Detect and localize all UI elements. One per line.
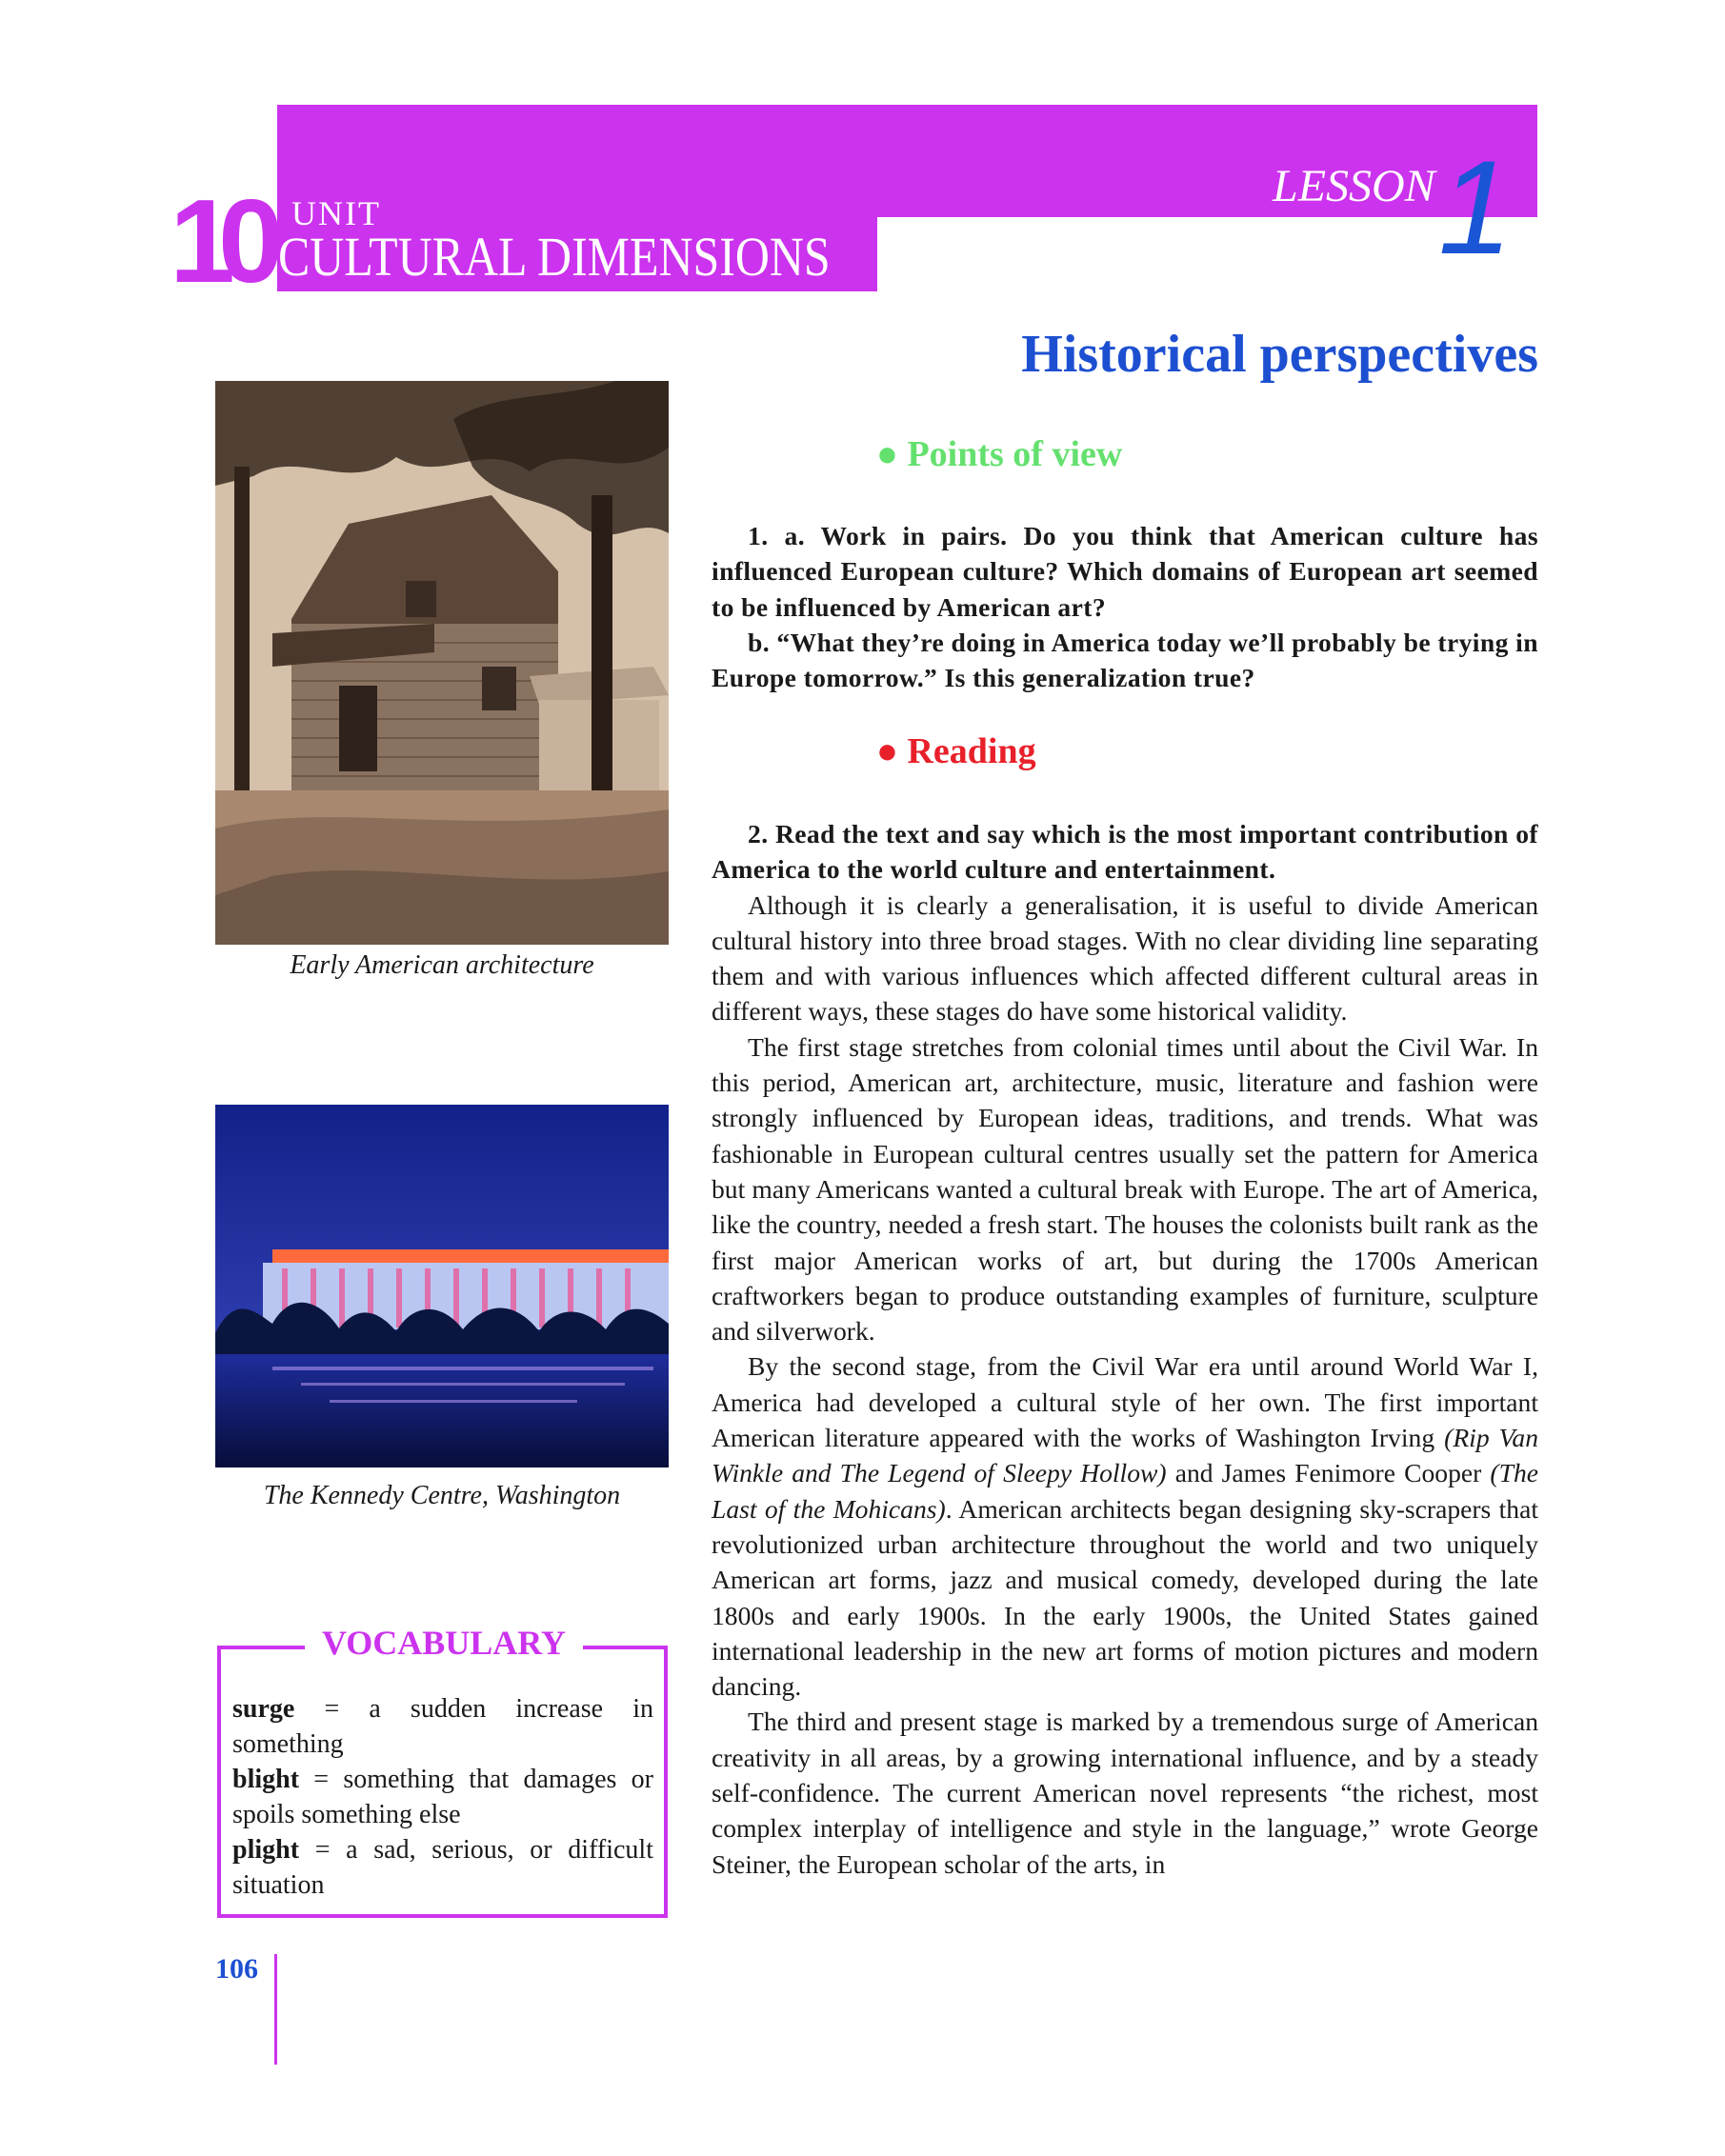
- kennedy-centre-photo: [215, 1105, 669, 1467]
- architecture-caption: Early American architecture: [290, 950, 594, 980]
- vocabulary-term: surge: [232, 1694, 295, 1724]
- reading-heading: ● Reading: [876, 731, 1036, 771]
- reading-p3-part-b: and James Fenimore Cooper: [1174, 1458, 1482, 1488]
- points-of-view-heading: ● Points of view: [876, 434, 1123, 474]
- vocabulary-item: [232, 1691, 653, 1762]
- early-american-architecture-photo: [215, 381, 669, 945]
- reading-paragraph-4: The third and present stage is marked by a tremendous surge of American creativity in all areas, by a growing international influence, and by a steady self-confidence. The current American novel represents “the richest, most complex interplay of intelligence and style in the language,” wrote George Steiner, the European scholar of the arts, in: [712, 1707, 1538, 1879]
- lesson-title: Historical perspectives: [1021, 325, 1538, 384]
- vocabulary-title: VOCABULARY: [305, 1623, 583, 1663]
- vocabulary-item: [232, 1832, 653, 1903]
- vocabulary-definition: = a sad, serious, or difficult situation: [232, 1835, 653, 1900]
- vocabulary-list: [232, 1691, 653, 1903]
- reading-p3-italic-1: (Rip Van Winkle and The Legend of Sleepy Hollow): [712, 1423, 1539, 1488]
- vocabulary-definition: = something that damages or spoils something else: [232, 1765, 653, 1829]
- unit-title: CULTURAL DIMENSIONS: [278, 226, 831, 288]
- vocabulary-term: blight: [232, 1765, 300, 1794]
- page-number: 106: [215, 1953, 258, 1985]
- reading-p3-part-a: By the second stage, from the Civil War era until around World War I, America had developed a cultural style of her own. The first important American literature appeared with the works of Washington Irving: [712, 1351, 1538, 1453]
- unit-number: 10: [170, 176, 267, 308]
- unit-label: UNIT: [291, 194, 381, 232]
- vocabulary-item: [232, 1762, 653, 1832]
- reading-p3-italic-2: (The Last of the Mohicans): [712, 1458, 1538, 1524]
- reading-paragraph-2: The first stage stretches from colonial times until about the Civil War. In this period, American art, architecture, music, literature and fashion were strongly influenced by European ideas, traditions, and trends. What was fashionable in European cultural centres usually set the pattern for America but many Americans wanted a cultural break with Europe. The art of America, like the country, needed a fresh start. The houses the colonists built rank as the first major American works of art, but during the 1700s American craftworkers began to produce outstanding examples of furniture, sculpture and silverwork.: [712, 1031, 1538, 1347]
- exercise-1: [712, 518, 1538, 695]
- exercise-1b: b. “What they’re doing in America today we’ll probably be trying in Europe tomorrow.” Is this generalization true?: [712, 627, 1538, 693]
- exercise-1a: 1. a. Work in pairs. Do you think that American culture has influenced European culture? Which domains of European art seemed to be influenced by American art?: [712, 521, 1538, 622]
- page-divider: [274, 1954, 277, 2065]
- vocabulary-definition: = a sudden increase in something: [232, 1694, 653, 1759]
- lesson-label: LESSON: [1273, 161, 1435, 211]
- reading-text: [712, 816, 1538, 1882]
- vocabulary-term: plight: [232, 1835, 300, 1865]
- reading-paragraph-3: [712, 1348, 1538, 1704]
- lesson-number: 1: [1438, 132, 1513, 282]
- reading-paragraph-1: Although it is clearly a generalisation, it is useful to divide American cultural history into three broad stages. With no clear dividing line separating them and with various influences which affected different cultural areas in different ways, these stages do have some historical validity.: [712, 889, 1538, 1027]
- kennedy-caption: The Kennedy Centre, Washington: [263, 1481, 621, 1510]
- reading-p3-part-c: . American architects began designing sky-scrapers that revolutionized urban architecture throughout the world and two uniquely American art forms, jazz and musical comedy, developed during the late 1800s and early 1900s. In the early 1900s, the United States gained international leadership in the new art forms of motion pictures and modern dancing.: [712, 1493, 1538, 1702]
- exercise-2-instruction: 2. Read the text and say which is the most important contribution of America to the world culture and entertainment.: [712, 819, 1538, 885]
